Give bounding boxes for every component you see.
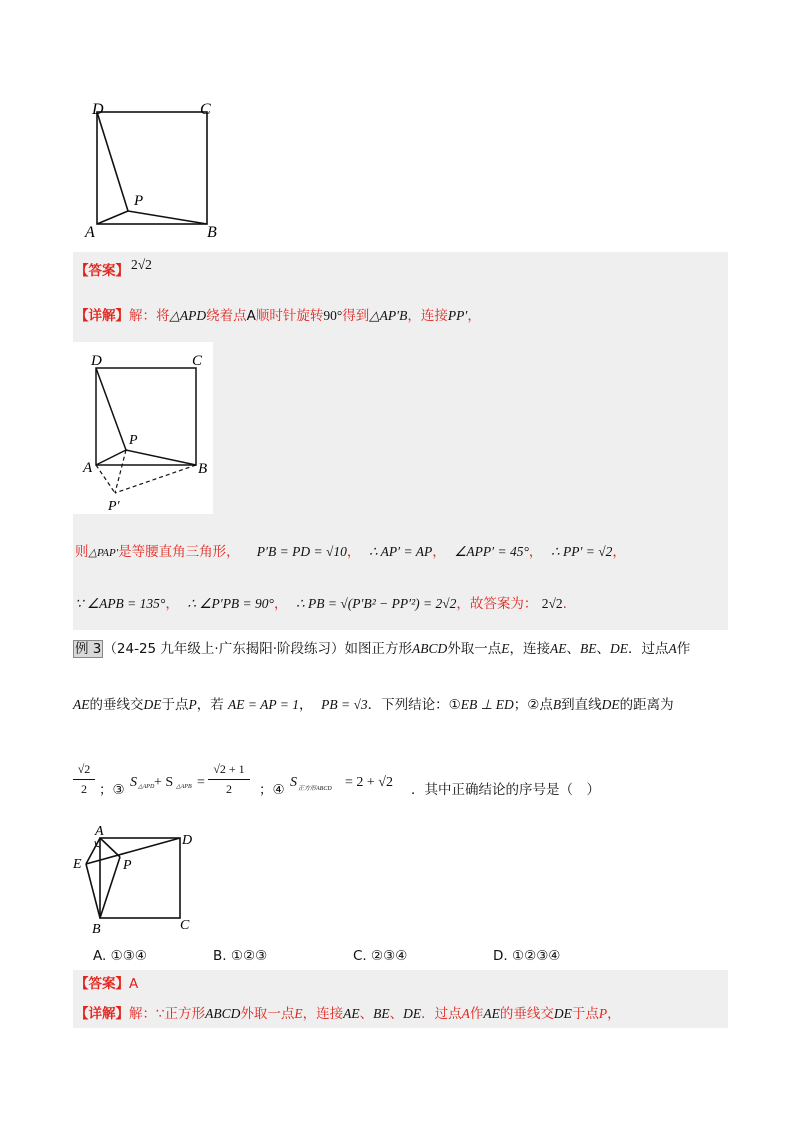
math-eq-ppb: ∴ ∠P′PB = 90°	[187, 596, 274, 611]
math-abcd: ABCD	[412, 641, 448, 656]
detail-text: 顺时针旋转	[255, 308, 324, 324]
math-eq-pb: P′B = PD = √10	[256, 544, 347, 559]
math-ae: AE	[483, 1006, 500, 1021]
detail-text: ，连接	[302, 1006, 344, 1022]
fraction-1-den: 2	[81, 782, 87, 796]
detail-line-1	[75, 309, 481, 324]
question-text: ；③	[99, 782, 125, 798]
math-eq-pp: ∴ PP′ = √2	[550, 544, 613, 559]
math-eq-ap: ∴ AP′ = AP	[368, 544, 433, 559]
option-value: ①②③	[230, 948, 268, 964]
question-text: 的距离为	[619, 697, 674, 713]
fig3-label-B: B	[92, 922, 101, 937]
detail-text: 、	[359, 1006, 374, 1022]
math-cond-1: AE = AP = 1	[228, 697, 300, 712]
detail-tag-2: 【详解】	[75, 1006, 129, 1022]
detail-tag-1: 【详解】	[75, 308, 129, 324]
answer-tag-1: 【答案】	[75, 263, 129, 279]
fig1-label-A: A	[85, 224, 95, 241]
fig3-label-C: C	[180, 918, 190, 933]
math-de: DE	[143, 697, 162, 712]
fig1-label-P: P	[134, 193, 144, 209]
math-answer: 2√2	[541, 596, 563, 611]
question-text: ，	[299, 697, 313, 713]
math-e: E	[501, 641, 510, 656]
fraction-2-den: 2	[226, 782, 232, 796]
math-tri-pap: △PAP′	[88, 547, 119, 559]
math-point-a: A	[246, 308, 256, 324]
math-s: S	[290, 775, 297, 790]
math-a: A	[668, 641, 677, 656]
fig2-label-P: P	[129, 433, 138, 448]
detail-text: 于点	[571, 1006, 599, 1022]
math-be: BE	[580, 641, 597, 656]
math-eq-pb-value: ∴ PB = √(P′B² − PP′²) = 2√2	[296, 596, 457, 611]
option-b[interactable]	[213, 948, 267, 964]
math-ae: AE	[73, 697, 90, 712]
question-text: 的垂线交	[89, 697, 144, 713]
math-plus: + S	[154, 775, 174, 790]
math-ae: AE	[343, 1006, 360, 1021]
math-ae: AE	[550, 641, 567, 656]
detail-text: ，	[467, 308, 481, 324]
fraction-1	[73, 762, 95, 797]
fig1-label-D: D	[92, 101, 104, 118]
question-text: 到直线	[561, 697, 602, 713]
example-source: （24-25 九年级上·广东揭阳·阶段练习）	[103, 641, 345, 657]
math-sub: △APB	[176, 784, 192, 790]
math-be: BE	[373, 1006, 390, 1021]
option-c[interactable]	[353, 948, 407, 964]
detail-text: 解：将	[129, 308, 170, 324]
math-tri-apb: △AP′B	[369, 308, 408, 323]
option-key: A.	[93, 948, 107, 964]
detail-text: ，故答案为：	[456, 596, 538, 612]
math-cond-2: PB = √3	[321, 697, 368, 712]
detail-text: ，	[432, 544, 446, 560]
option-value: ②③④	[371, 948, 408, 964]
math-c4-eq: = 2 + √2	[345, 775, 393, 790]
fig3-label-P: P	[123, 858, 132, 873]
math-tri-apd: △APD	[169, 308, 207, 323]
detail-text: ，连接	[407, 308, 448, 324]
fig2-label-D: D	[91, 353, 102, 369]
question-text: 于点	[161, 697, 189, 713]
fig3-label-D: D	[182, 833, 193, 848]
math-de: DE	[601, 697, 620, 712]
answer-line-2	[75, 978, 138, 992]
math-a: A	[461, 1006, 470, 1021]
detail-text: 的垂线交	[499, 1006, 554, 1022]
math-p: P	[188, 697, 197, 712]
detail-text: ，	[528, 544, 543, 560]
detail-text: ，	[612, 544, 626, 560]
detail-line-4	[75, 597, 567, 612]
option-key: C.	[353, 948, 367, 964]
detail-text: .	[562, 596, 567, 612]
math-p: P	[598, 1006, 608, 1021]
math-conclusion-1: EB ⊥ ED	[460, 697, 514, 712]
fig3-label-E: E	[73, 857, 82, 872]
math-e: E	[294, 1006, 303, 1021]
example-3-line-1	[73, 642, 690, 657]
example-label: 例 3	[75, 641, 102, 657]
fig3-label-A: A	[95, 824, 104, 839]
question-text: ．其中正确结论的序号是（ ）	[411, 782, 600, 798]
detail-text: ，	[273, 596, 288, 612]
question-text: ；②点	[513, 697, 553, 713]
option-key: D.	[493, 948, 508, 964]
math-s: S	[130, 775, 137, 790]
detail-line-block2	[75, 1007, 621, 1022]
detail-line-3	[75, 545, 626, 560]
detail-text: ．过点	[421, 1006, 462, 1022]
math-de: DE	[403, 1006, 422, 1021]
math-eq-apb: ∵ ∠APB = 135°	[75, 596, 166, 611]
math-seg-pp: PP′	[447, 308, 468, 323]
option-key: B.	[213, 948, 227, 964]
fraction-2-num: √2 + 1	[208, 762, 250, 780]
detail-text: 解：∵正方形	[129, 1006, 206, 1022]
option-d[interactable]	[493, 948, 560, 964]
question-text: ．过点	[628, 641, 669, 657]
question-text: 如图正方形	[344, 641, 412, 657]
options-row	[93, 948, 613, 966]
math-eq-angle: ∠APP′ = 45°	[454, 544, 529, 559]
detail-text: ，	[346, 544, 361, 560]
fig1-label-B: B	[207, 224, 217, 241]
question-text: ，连接	[509, 641, 550, 657]
math-b: B	[552, 697, 562, 712]
math-de: DE	[553, 1006, 572, 1021]
detail-text: 、	[389, 1006, 404, 1022]
math-abcd: ABCD	[205, 1006, 241, 1021]
question-text: 、	[566, 641, 580, 657]
answer-tag-2: 【答案】	[75, 976, 129, 992]
question-text: 外取一点	[447, 641, 502, 657]
figure-square-ae	[70, 822, 200, 942]
question-text: 作	[676, 641, 691, 657]
detail-text: 则	[75, 544, 89, 560]
math-eq: =	[197, 775, 205, 790]
math-de: DE	[610, 641, 628, 656]
detail-text: 是等腰直角三角形，	[118, 544, 240, 560]
example-3-line-2	[73, 698, 674, 713]
math-sub: △APD	[138, 784, 155, 790]
fig2-label-Pprime: P′	[108, 499, 120, 513]
fig1-label-C: C	[200, 101, 211, 118]
question-text: 、	[596, 641, 610, 657]
answer-value-2: A	[129, 976, 139, 992]
option-value: ①②③④	[511, 948, 561, 964]
example-3-line-3	[73, 762, 693, 802]
option-value: ①③④	[110, 948, 147, 964]
fig2-label-B: B	[198, 461, 208, 477]
detail-text: 作	[469, 1006, 484, 1022]
detail-text: 绕着点	[206, 308, 247, 324]
detail-text: ，	[607, 1006, 621, 1022]
answer-value-1: 2√2	[131, 257, 152, 272]
math-sub: 正方形ABCD	[298, 786, 332, 792]
fraction-1-num: √2	[73, 762, 95, 780]
fig2-label-C: C	[192, 353, 203, 369]
question-text: ．下列结论：①	[367, 697, 461, 713]
fraction-2	[208, 762, 250, 797]
detail-text: 得到	[342, 308, 370, 324]
fig2-label-A: A	[83, 460, 93, 476]
detail-text: 外取一点	[240, 1006, 295, 1022]
option-a[interactable]	[93, 948, 147, 964]
figure-square-apd	[82, 98, 242, 243]
question-text: ，若	[196, 697, 224, 713]
question-text: ；④	[259, 782, 285, 798]
detail-text: ，	[165, 596, 179, 612]
figure-rotation	[80, 348, 215, 513]
math-angle: 90°	[323, 308, 343, 323]
